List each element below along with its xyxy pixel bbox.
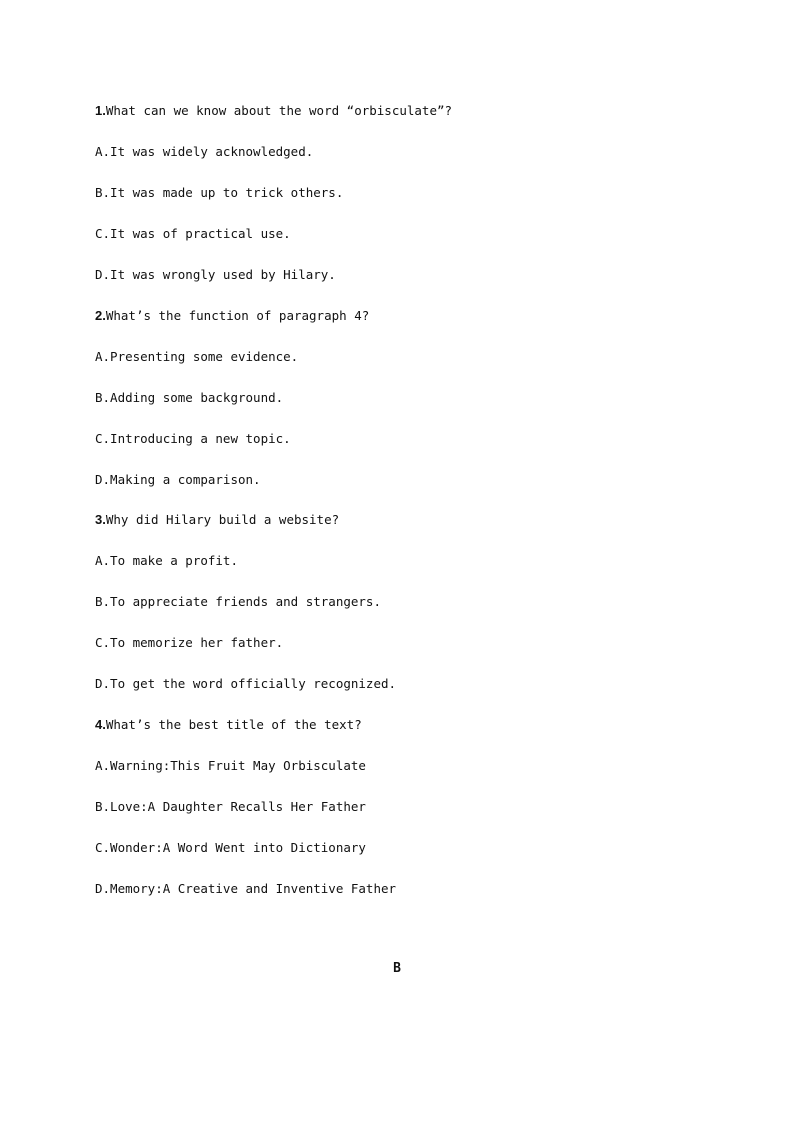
option-c: C.Introducing a new topic.	[95, 431, 291, 446]
option-d: D.To get the word officially recognized.	[95, 676, 397, 691]
option-c: C.To memorize her father.	[95, 635, 284, 650]
question-text: What can we know about the word “orbisculate”?	[105, 103, 453, 118]
question-stem	[95, 715, 715, 756]
option-a: A.It was widely acknowledged.	[95, 144, 314, 159]
option-d: D.Making a comparison.	[95, 472, 261, 487]
section-label: B	[393, 961, 401, 976]
question-number: 2.	[95, 308, 106, 323]
option-b: B.It was made up to trick others.	[95, 185, 344, 200]
question-number: 1.	[95, 103, 106, 118]
question-number: 4.	[95, 717, 106, 732]
option-a: A.To make a profit.	[95, 553, 238, 568]
question-2	[95, 306, 715, 511]
question-stem	[95, 510, 715, 551]
question-text: What’s the best title of the text?	[105, 717, 362, 732]
option-c: C.It was of practical use.	[95, 226, 291, 241]
option-a: A.Warning:This Fruit May Orbisculate	[95, 758, 366, 773]
option-d: D.It was wrongly used by Hilary.	[95, 267, 336, 282]
question-text: Why did Hilary build a website?	[105, 512, 340, 527]
question-1	[95, 101, 715, 306]
question-4	[95, 715, 715, 920]
question-stem	[95, 306, 715, 347]
question-3	[95, 510, 715, 715]
question-text: What’s the function of paragraph 4?	[105, 308, 370, 323]
option-b: B.Adding some background.	[95, 390, 284, 405]
option-a: A.Presenting some evidence.	[95, 349, 299, 364]
question-stem	[95, 101, 715, 142]
question-number: 3.	[95, 512, 106, 527]
option-b: B.Love:A Daughter Recalls Her Father	[95, 799, 366, 814]
option-c: C.Wonder:A Word Went into Dictionary	[95, 840, 366, 855]
option-b: B.To appreciate friends and strangers.	[95, 594, 381, 609]
option-d: D.Memory:A Creative and Inventive Father	[95, 881, 397, 896]
